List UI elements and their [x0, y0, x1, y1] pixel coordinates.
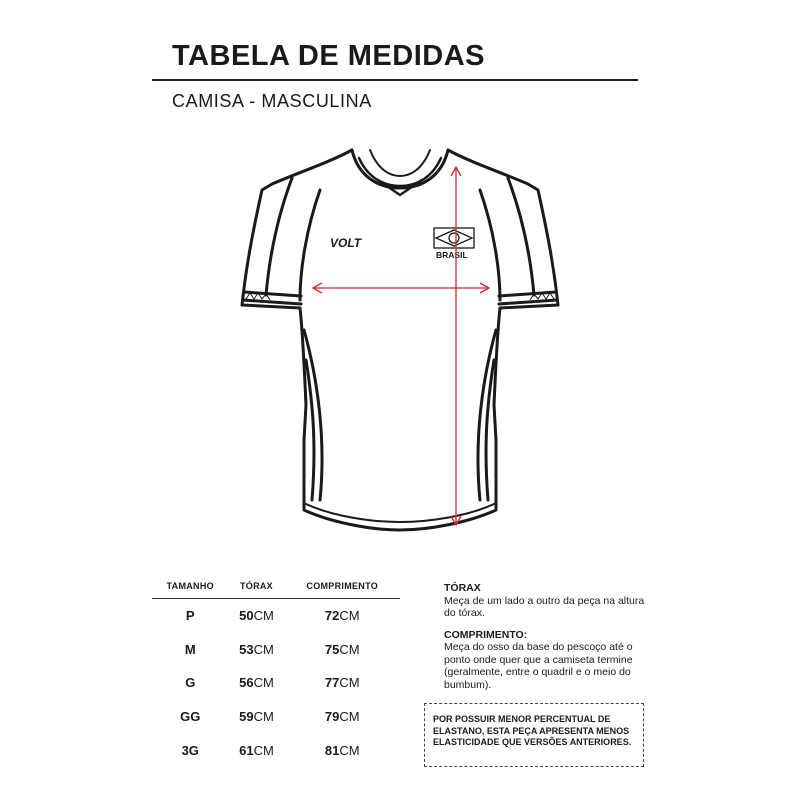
table-row	[152, 599, 400, 633]
page-subtitle: CAMISA - MASCULINA	[172, 91, 372, 111]
comprimento-cell: 81CM	[324, 742, 360, 758]
comprimento-cell: 75CM	[324, 641, 360, 657]
torax-text: Meça de um lado a outro da peça na altura do tórax.	[444, 594, 645, 619]
brand-logo: VOLT	[330, 236, 362, 250]
left-raglan	[266, 178, 292, 295]
right-raglan	[508, 178, 534, 295]
comprimento-cell: 77CM	[324, 675, 360, 691]
left-cuff	[243, 292, 301, 304]
column-header-comprimento: COMPRIMENTO	[284, 574, 400, 599]
table-row	[152, 666, 400, 700]
torax-title: TÓRAX	[444, 582, 481, 594]
comprimento-cell: 72CM	[324, 608, 360, 624]
page-title: TABELA DE MEDIDAS	[172, 40, 485, 72]
comprimento-title: COMPRIMENTO:	[444, 628, 528, 641]
table-row	[152, 633, 400, 667]
elasticity-note: POR POSSUIR MENOR PERCENTUAL DE ELASTANO, ESTA PEÇA APRESENTA MENOS ELASTICIDADE QUE VERSÕES ANTERIORES.	[424, 703, 644, 767]
badge-label: BRASIL	[436, 250, 468, 260]
column-header-size: TAMANHO	[152, 574, 229, 599]
size-cell: 3G	[181, 742, 199, 758]
measure-arrows	[313, 167, 489, 525]
collar-inner	[359, 158, 441, 186]
torax-cell: 50CM	[239, 608, 274, 624]
comprimento-cell: 79CM	[324, 709, 360, 725]
table-header-row	[152, 574, 400, 599]
size-cell: GG	[180, 709, 201, 725]
size-cell: G	[185, 675, 196, 691]
size-cell: P	[185, 608, 195, 624]
shirt-outline	[242, 150, 558, 530]
torax-cell: 59CM	[239, 709, 274, 725]
table-row	[152, 733, 400, 767]
right-cuff	[499, 292, 557, 304]
brasil-flag-icon	[434, 228, 474, 248]
torax-cell: 56CM	[239, 675, 274, 691]
measure-instructions	[444, 582, 654, 700]
table-row	[152, 700, 400, 734]
torax-cell: 53CM	[239, 641, 274, 657]
column-header-torax: TÓRAX	[229, 574, 285, 599]
comprimento-text: Meça do osso da base do pescoço até o ponto onde quer que a camiseta termine (geralmente, entre o quadril e o meio do bumbum).	[444, 641, 633, 691]
size-cell: M	[184, 641, 196, 657]
size-table	[152, 574, 400, 767]
torax-cell: 61CM	[239, 742, 274, 758]
